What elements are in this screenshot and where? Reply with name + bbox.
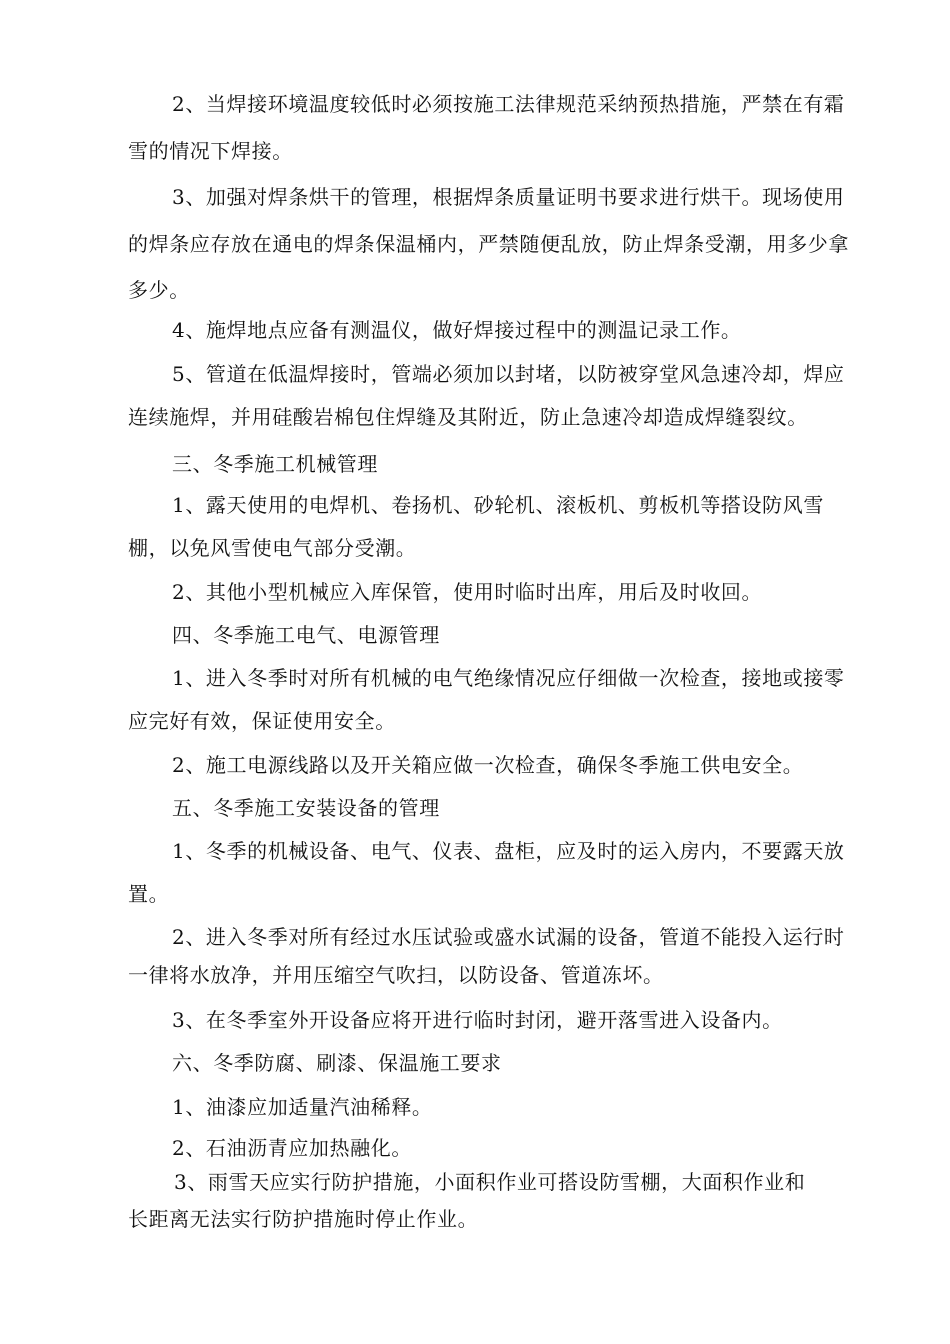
section-heading: 三、冬季施工机械管理 <box>172 452 378 476</box>
paragraph-line: 长距离无法实行防护措施时停止作业。 <box>128 1207 479 1231</box>
paragraph-line: 一律将水放净，并用压缩空气吹扫，以防设备、管道冻坏。 <box>128 963 664 987</box>
paragraph-line: 应完好有效，保证使用安全。 <box>128 709 396 733</box>
paragraph-line: 1、油漆应加适量汽油稀释。 <box>172 1095 433 1119</box>
section-heading: 六、冬季防腐、刷漆、保温施工要求 <box>172 1051 502 1075</box>
section-heading: 四、冬季施工电气、电源管理 <box>172 623 440 647</box>
paragraph-line: 4、施焊地点应备有测温仪，做好焊接过程中的测温记录工作。 <box>172 318 742 342</box>
paragraph-line: 连续施焊，并用硅酸岩棉包住焊缝及其附近，防止急速冷却造成焊缝裂纹。 <box>128 405 808 429</box>
paragraph-line: 3、雨雪天应实行防护措施，小面积作业可搭设防雪棚，大面积作业和 <box>174 1170 806 1194</box>
paragraph-line: 1、露天使用的电焊机、卷扬机、砂轮机、滚板机、剪板机等搭设防风雪 <box>172 493 824 517</box>
paragraph-line: 3、在冬季室外开设备应将开进行临时封闭，避开落雪进入设备内。 <box>172 1008 783 1032</box>
paragraph-line: 2、当焊接环境温度较低时必须按施工法律规范采纳预热措施，严禁在有霜 <box>172 92 845 116</box>
paragraph-line: 1、进入冬季时对所有机械的电气绝缘情况应仔细做一次检查，接地或接零 <box>172 666 845 690</box>
paragraph-line: 2、施工电源线路以及开关箱应做一次检查，确保冬季施工供电安全。 <box>172 753 804 777</box>
paragraph-line: 多少。 <box>128 278 190 302</box>
paragraph-line: 的焊条应存放在通电的焊条保温桶内，严禁随便乱放，防止焊条受潮，用多少拿 <box>128 232 849 256</box>
section-heading: 五、冬季施工安装设备的管理 <box>172 796 440 820</box>
paragraph-line: 5、管道在低温焊接时，管端必须加以封堵，以防被穿堂风急速冷却，焊应 <box>172 362 845 386</box>
paragraph-line: 2、进入冬季对所有经过水压试验或盛水试漏的设备，管道不能投入运行时 <box>172 925 845 949</box>
paragraph-line: 1、冬季的机械设备、电气、仪表、盘柜，应及时的运入房内，不要露天放 <box>172 839 845 863</box>
paragraph-line: 2、石油沥青应加热融化。 <box>172 1136 412 1160</box>
paragraph-line: 棚，以免风雪使电气部分受潮。 <box>128 536 417 560</box>
paragraph-line: 3、加强对焊条烘干的管理，根据焊条质量证明书要求进行烘干。现场使用 <box>172 185 845 209</box>
paragraph-line: 2、其他小型机械应入库保管，使用时临时出库，用后及时收回。 <box>172 580 763 604</box>
paragraph-line: 雪的情况下焊接。 <box>128 139 293 163</box>
paragraph-line: 置。 <box>128 882 170 906</box>
